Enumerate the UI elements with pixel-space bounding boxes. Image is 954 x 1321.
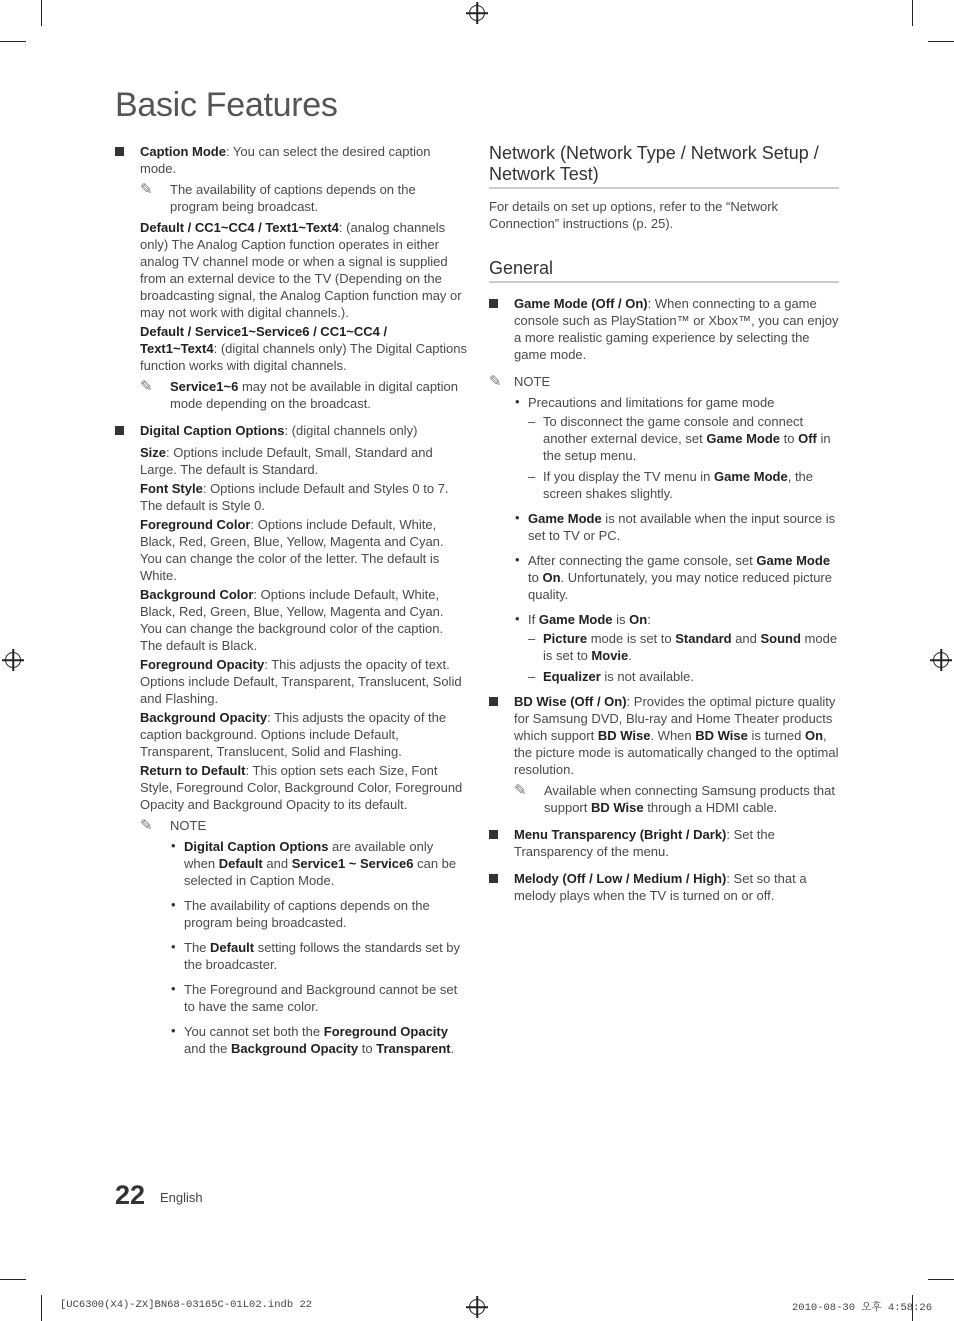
crop-mark bbox=[0, 41, 26, 42]
game-mode-item: Game Mode (Off / On): When connecting to a game console such as PlayStation™ or Xbox™, you can enjoy a more realistic gaming experience by selecting the game mode. bbox=[489, 295, 839, 363]
pencil-icon: ✎ bbox=[140, 181, 153, 198]
network-text: For details on set up options, refer to the “Network Connection” instructions (p. 25). bbox=[489, 199, 779, 231]
bullet-square-icon bbox=[489, 299, 498, 308]
crop-mark bbox=[928, 1279, 954, 1280]
sub-item: – Picture mode is set to Standard and Sound mode is set to Movie. bbox=[528, 630, 839, 664]
bullet-square-icon bbox=[489, 830, 498, 839]
right-column bbox=[489, 143, 839, 914]
footer-file-info: [UC6300(X4)-ZX]BN68-03165C-01L02.indb 22 bbox=[60, 1299, 313, 1311]
note: ✎ The availability of captions depends on the program being broadcast. bbox=[140, 181, 416, 214]
note-header: ✎ NOTE bbox=[140, 817, 207, 834]
bd-wise-item: BD Wise (Off / On): Provides the optimal picture quality for Samsung DVD, Blu-ray and Home Theater products which support BD Wise. When BD Wise is turned On, the picture mode is automatically changed to the optimal resolution. ✎ Available when connecting Samsung products that support BD Wise through a HDMI cable. bbox=[489, 693, 839, 816]
list-item: • You cannot set both the Foreground Opacity and the Background Opacity to Transparent. bbox=[170, 1023, 467, 1057]
general-heading: General bbox=[489, 258, 839, 283]
bullet-square-icon bbox=[489, 874, 498, 883]
list-item: • The Foreground and Background cannot be set to have the same color. bbox=[170, 981, 467, 1015]
note-header: ✎ NOTE bbox=[489, 373, 551, 390]
network-heading: Network (Network Type / Network Setup / Network Test) bbox=[489, 143, 839, 189]
list-item: • Digital Caption Options are available only when Default and Service1 ~ Service6 can be selected in Caption Mode. bbox=[170, 838, 467, 889]
registration-mark-icon bbox=[933, 652, 949, 668]
list-item: • After connecting the game console, set Game Mode to On. Unfortunately, you may notice reduced picture quality. bbox=[514, 552, 839, 603]
list-item: • The Default setting follows the standards set by the broadcaster. bbox=[170, 939, 467, 973]
bullet-square-icon bbox=[489, 697, 498, 706]
crop-mark bbox=[0, 1279, 26, 1280]
sub-item: – If you display the TV menu in Game Mode, the screen shakes slightly. bbox=[528, 468, 839, 502]
pencil-icon: ✎ bbox=[140, 378, 153, 395]
note: ✎ Service1~6 may not be available in digital caption mode depending on the broadcast. bbox=[140, 378, 459, 411]
sub-item: – To disconnect the game console and connect another external device, set Game Mode to Off in the setup menu. bbox=[528, 413, 839, 464]
pencil-icon: ✎ bbox=[140, 817, 153, 834]
crop-mark bbox=[41, 0, 42, 26]
list-item: • The availability of captions depends on the program being broadcasted. bbox=[170, 897, 467, 931]
bullet-square-icon bbox=[115, 147, 124, 156]
crop-mark bbox=[928, 41, 954, 42]
list-item: • If Game Mode is On: – Picture mode is set to Standard and Sound mode is set to Movie. – Equalizer is not available. bbox=[514, 611, 839, 685]
list-item: • Game Mode is not available when the input source is set to TV or PC. bbox=[514, 510, 839, 544]
page-title: Basic Features bbox=[115, 86, 338, 124]
crop-mark bbox=[912, 0, 913, 26]
registration-mark-icon bbox=[469, 1299, 485, 1315]
page-language: English bbox=[160, 1190, 203, 1205]
sub-item: – Equalizer is not available. bbox=[528, 668, 839, 685]
digital-caption-options-item: Digital Caption Options: (digital channels only) Size: Options include Default, Small, Standard and Large. The default is Standard. Font Style: Options include Default and Styles 0 to 7. The default is Style 0. Foreground Color: Options include Default, White, Black, Red, Green, Blue, Yellow, Magenta and Cyan. You can change the color of the letter. The default is White. Background Color: Options include Default, White, Black, Red, Green, Blue, Yellow, Magenta and Cyan. You can change the background color of the caption. The default is Black. Foreground Opacity: This adjusts the opacity of text. Options include Default, Transparent, Translucent, Solid and Flashing. Background Opacity: This adjusts the opacity of the caption background. Options include Default, Transparent, Translucent, Solid and Flashing. Return to Default: This option sets each Size, Font Style, Foreground Color, Background Color, Foreground Opacity and Background Opacity to its default. ✎ NOTE • Digital Caption Options are available only when Default and Service1 ~ Service6 can be selected in Caption Mode. • The availability of captions depends on the program being broadcasted. • The Default setting follows the standards set by the broadcaster. • The Foreground and Background cannot be set to have the same color. • You cannot set both the Foreground Opacity and the Background Opacity to Transparent. bbox=[115, 422, 467, 1057]
crop-mark bbox=[41, 1295, 42, 1321]
pencil-icon: ✎ bbox=[489, 373, 502, 390]
page-number: 22 bbox=[115, 1180, 146, 1210]
note: ✎ Available when connecting Samsung products that support BD Wise through a HDMI cable. bbox=[514, 782, 836, 815]
registration-mark-icon bbox=[5, 652, 21, 668]
footer-timestamp: 2010-08-30 오후 4:58:26 bbox=[792, 1302, 933, 1314]
pencil-icon: ✎ bbox=[514, 782, 527, 799]
bullet-square-icon bbox=[115, 426, 124, 435]
registration-mark-icon bbox=[469, 5, 485, 21]
left-column bbox=[115, 143, 467, 1067]
menu-transparency-item: Menu Transparency (Bright / Dark): Set the Transparency of the menu. bbox=[489, 826, 839, 860]
caption-mode-item: Caption Mode: You can select the desired caption mode. ✎ The availability of captions depends on the program being broadcast. Default / CC1~CC4 / Text1~Text4: (analog channels only) The Analog Caption function operates in either analog TV channel mode or when a signal is supplied from an external device to the TV (Depending on the broadcasting signal, the Analog Caption function may or may not work with digital channels.). Default / Service1~Service6 / CC1~CC4 / Text1~Text4: (digital channels only) The Digital Captions function works with digital channels. ✎ Service1~6 may not be available in digital caption mode depending on the broadcast. bbox=[115, 143, 467, 412]
list-item: • Precautions and limitations for game mode – To disconnect the game console and connect another external device, set Game Mode to Off in the setup menu. – If you display the TV menu in Game Mode, the screen shakes slightly. bbox=[514, 394, 839, 502]
melody-item: Melody (Off / Low / Medium / High): Set so that a melody plays when the TV is turned on or off. bbox=[489, 870, 839, 904]
